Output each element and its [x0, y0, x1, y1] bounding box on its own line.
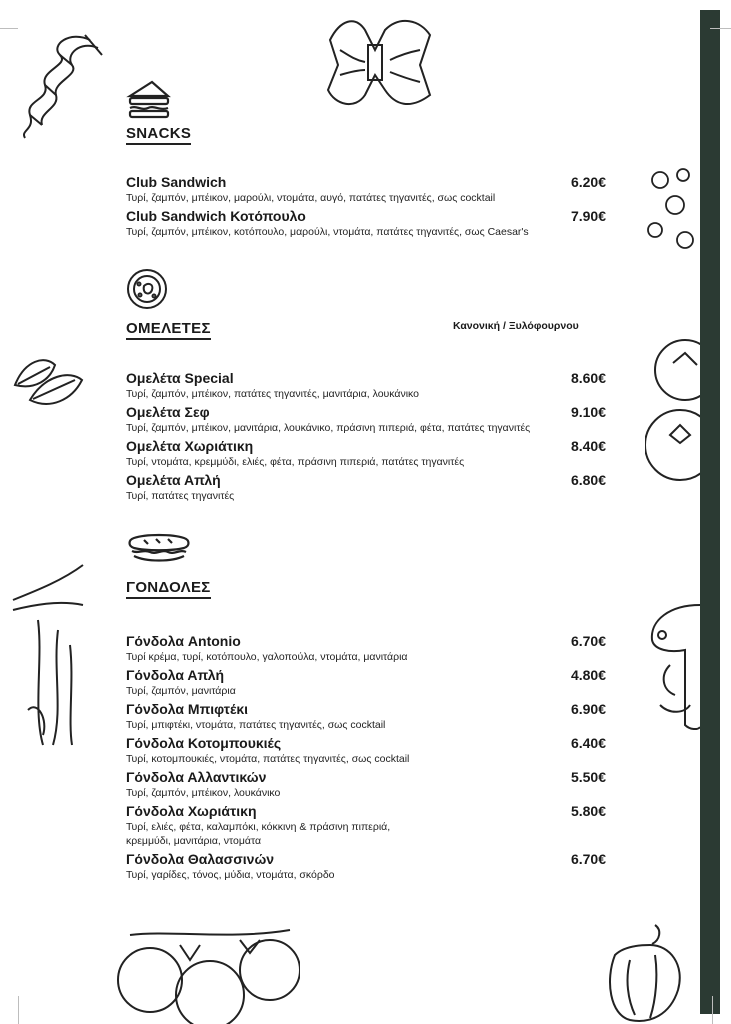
list-item [126, 701, 606, 732]
baguette-icon [126, 532, 192, 566]
item-price: 6.70€ [570, 851, 606, 867]
item-description: Τυρί, ζαμπόν, μπέικον, πατάτες τηγανιτές, μανιτάρια, λουκάνικο [126, 388, 420, 400]
list-item [126, 667, 606, 698]
mushroom-icon [640, 595, 700, 735]
item-name: Γόνδολα Antonio [126, 633, 241, 649]
item-name: Club Sandwich [126, 174, 227, 190]
section-title-omelettes: ΟΜΕΛΕΤΕΣ [126, 321, 211, 340]
crop-mark [712, 996, 713, 1024]
item-price: 9.10€ [570, 404, 606, 420]
item-price: 5.80€ [570, 803, 606, 819]
item-price: 6.20€ [570, 174, 606, 190]
item-name: Γόνδολα Κοτομπουκιές [126, 735, 282, 751]
basil-leaf-icon [10, 350, 85, 415]
section-title-gondolas: ΓΟΝΔΟΛΕΣ [126, 580, 211, 599]
fusilli-pasta-icon [10, 30, 105, 140]
list-item [126, 208, 606, 239]
list-item [126, 174, 606, 205]
item-description: Τυρί, ζαμπόν, μανιτάρια [126, 685, 236, 697]
item-price: 7.90€ [570, 208, 606, 224]
item-price: 6.70€ [570, 633, 606, 649]
omelette-icon [126, 268, 168, 310]
item-price: 5.50€ [570, 769, 606, 785]
section-note: Κανονική / Ξυλόφουρνου [453, 320, 579, 332]
item-description: Τυρί, ζαμπόν, μπέικον, μανιτάρια, λουκάνικο, πράσινη πιπεριά, φέτα, πατάτες τηγανιτές [126, 422, 531, 434]
crop-mark [18, 996, 19, 1024]
item-name: Γόνδολα Χωριάτικη [126, 803, 257, 819]
item-price: 8.60€ [570, 370, 606, 386]
item-name: Ομελέτα Special [126, 370, 234, 386]
leek-icon [8, 560, 88, 750]
item-description-line2: κρεμμύδι, μανιτάρια, ντομάτα [126, 835, 262, 847]
crop-mark [710, 28, 731, 29]
farfalle-pasta-icon [320, 10, 440, 120]
olives-icon [645, 160, 697, 260]
snacks-list [126, 174, 606, 239]
item-price: 6.40€ [570, 735, 606, 751]
crop-mark [0, 28, 18, 29]
list-item [126, 803, 606, 848]
item-name: Γόνδολα Απλή [126, 667, 225, 683]
item-description: Τυρί, κοτομπουκιές, ντομάτα, πατάτες τηγανιτές, σως cocktail [126, 753, 410, 765]
item-name: Γόνδολα Μπιφτέκι [126, 701, 249, 717]
list-item [126, 370, 606, 401]
item-description: Τυρί, γαρίδες, τόνος, μύδια, ντομάτα, σκόρδο [126, 869, 335, 881]
item-description: Τυρί, ζαμπόν, μπέικον, λουκάνικο [126, 787, 281, 799]
list-item [126, 769, 606, 800]
pepper-icon [600, 920, 685, 1024]
item-description: Τυρί, πατάτες τηγανιτές [126, 490, 235, 502]
sandwich-icon [126, 78, 172, 120]
item-name: Ομελέτα Σεφ [126, 404, 210, 420]
list-item [126, 472, 606, 503]
item-description: Τυρί, ελιές, φέτα, καλαμπόκι, κόκκινη & πράσινη πιπεριά, [126, 821, 391, 833]
omelettes-list [126, 370, 606, 503]
item-description: Τυρί, ντομάτα, κρεμμύδι, ελιές, φέτα, πράσινη πιπεριά, πατάτες τηγανιτές [126, 456, 465, 468]
item-name: Γόνδολα Αλλαντικών [126, 769, 267, 785]
item-price: 6.90€ [570, 701, 606, 717]
item-name: Club Sandwich Κοτόπουλο [126, 208, 306, 224]
list-item [126, 633, 606, 664]
list-item [126, 404, 606, 435]
tomato-icon [645, 335, 700, 495]
item-name: Γόνδολα Θαλασσινών [126, 851, 275, 867]
item-name: Ομελέτα Χωριάτικη [126, 438, 254, 454]
item-name: Ομελέτα Απλή [126, 472, 221, 488]
sidebar-stripe [700, 10, 720, 1014]
list-item [126, 438, 606, 469]
item-description: Τυρί, μπιφτέκι, ντομάτα, πατάτες τηγανιτές, σως cocktail [126, 719, 386, 731]
item-description: Τυρί κρέμα, τυρί, κοτόπουλο, γαλοπούλα, ντομάτα, μανιτάρια [126, 651, 408, 663]
item-price: 6.80€ [570, 472, 606, 488]
item-description: Τυρί, ζαμπόν, μπέικον, κοτόπουλο, μαρούλι, ντομάτα, πατάτες τηγανιτές, σως Caesar's [126, 226, 529, 238]
list-item [126, 735, 606, 766]
gondolas-list [126, 633, 606, 882]
section-title-snacks: SNACKS [126, 126, 191, 145]
item-price: 8.40€ [570, 438, 606, 454]
tomato-vine-icon [110, 925, 300, 1024]
item-price: 4.80€ [570, 667, 606, 683]
list-item [126, 851, 606, 882]
item-description: Τυρί, ζαμπόν, μπέικον, μαρούλι, ντομάτα, αυγό, πατάτες τηγανιτές, σως cocktail [126, 192, 496, 204]
